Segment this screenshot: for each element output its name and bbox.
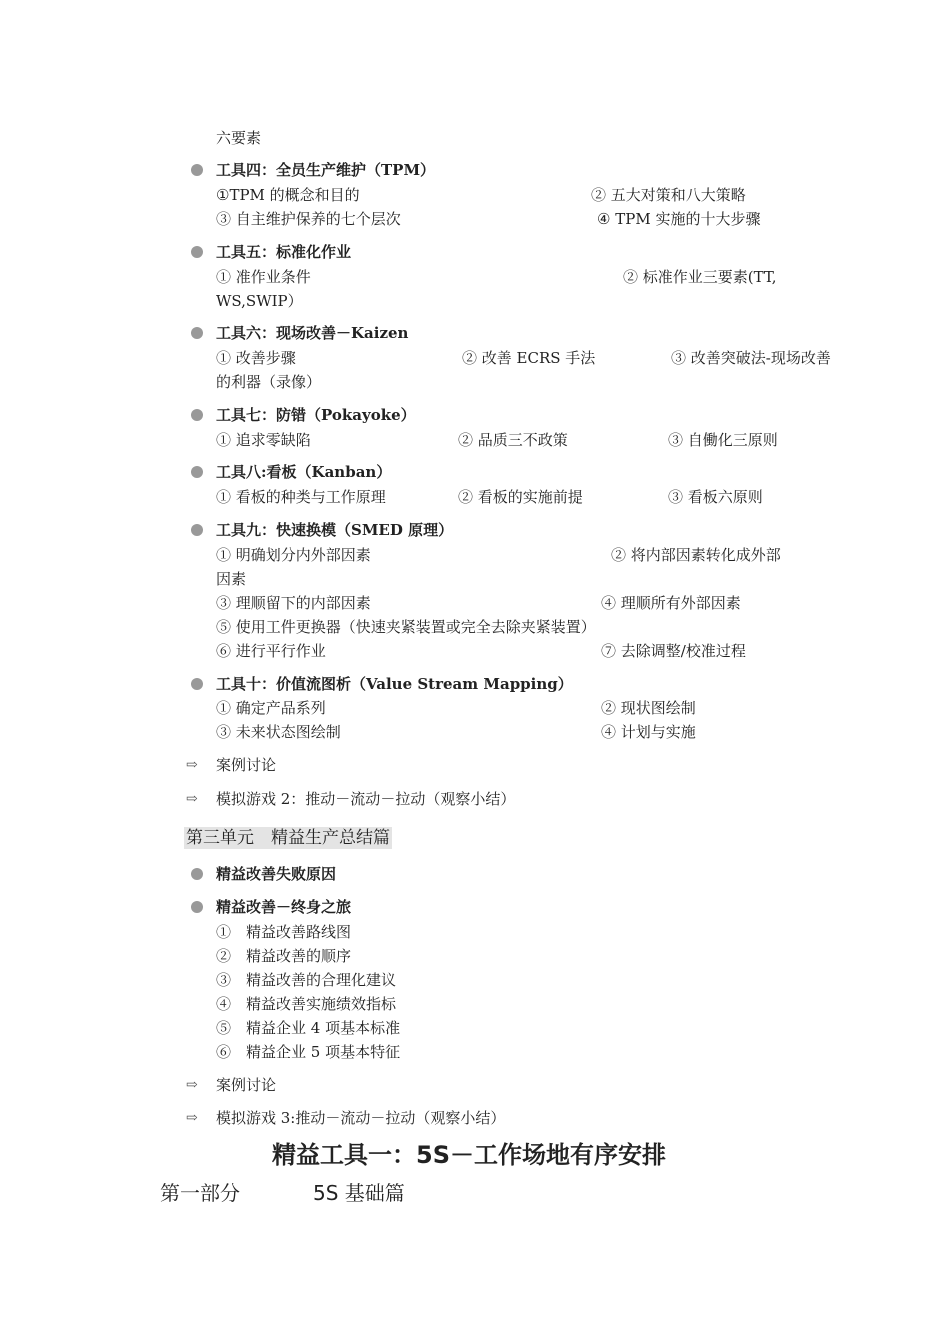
bullet-dot-icon	[191, 327, 203, 339]
bullet-dot-icon	[191, 246, 203, 258]
tool8-title: 工具八:看板（Kanban）	[216, 463, 392, 481]
bullet-dot-icon	[191, 901, 203, 913]
tool4-item: ①TPM 的概念和目的	[216, 186, 360, 204]
simulation-game-text: 模拟游戏 3:推动－流动－拉动（观察小结）	[216, 1109, 506, 1127]
tool10-item: ② 现状图绘制	[601, 699, 696, 717]
tool9-item: ⑦ 去除调整/校准过程	[601, 642, 746, 660]
tool6-item: ① 改善步骤	[216, 349, 296, 367]
tool9-item: ⑤ 使用工件更换器（快速夹紧装置或完全去除夹紧装置）	[216, 618, 596, 636]
tool9-item: ④ 理顺所有外部因素	[601, 594, 741, 612]
tool6-item: 的利器（录像）	[216, 373, 322, 391]
unit3-bullet-title: 精益改善－终身之旅	[216, 898, 352, 916]
main-heading: 精益工具一：5S－工作场地有序安排	[272, 1141, 666, 1169]
tool9-item: ⑥ 进行平行作业	[216, 642, 326, 660]
tool9-title: 工具九：快速换模（SMED 原理）	[216, 521, 454, 539]
unit3-item: ③ 精益改善的合理化建议	[216, 971, 397, 989]
tool4-title: 工具四：全员生产维护（TPM）	[216, 161, 436, 179]
bullet-dot-icon	[191, 164, 203, 176]
part-heading-label: 第一部分	[160, 1181, 240, 1205]
tool5-item: WS,SWIP）	[216, 292, 303, 310]
tool8-item: ① 看板的种类与工作原理	[216, 488, 386, 506]
unit3-item: ⑤ 精益企业 4 项基本标准	[216, 1019, 401, 1037]
case-discussion-text: 案例讨论	[216, 756, 277, 774]
tool5-title: 工具五：标准化作业	[216, 243, 352, 261]
arrow-right-icon: ⇨	[186, 791, 198, 807]
bullet-dot-icon	[191, 524, 203, 536]
case-discussion-text: 案例讨论	[216, 1076, 277, 1094]
tool9-item: ② 将内部因素转化成外部	[611, 546, 781, 564]
tool10-item: ④ 计划与实施	[601, 723, 696, 741]
tool5-item: ② 标准作业三要素(TT,	[623, 268, 777, 286]
unit3-bullet-title: 精益改善失败原因	[216, 865, 337, 883]
arrow-right-icon: ⇨	[186, 757, 198, 773]
unit3-item: ④ 精益改善实施绩效指标	[216, 995, 397, 1013]
tool4-item: ④ TPM 实施的十大步骤	[597, 210, 761, 228]
unit3-item: ⑥ 精益企业 5 项基本特征	[216, 1043, 401, 1061]
tool8-item: ③ 看板六原则	[668, 488, 763, 506]
bullet-dot-icon	[191, 466, 203, 478]
tool4-item: ③ 自主维护保养的七个层次	[216, 210, 401, 228]
unit3-item: ① 精益改善路线图	[216, 923, 352, 941]
tool6-title: 工具六：现场改善－Kaizen	[216, 324, 409, 342]
part-heading-title: 5S 基础篇	[313, 1181, 405, 1205]
unit3-item: ② 精益改善的顺序	[216, 947, 352, 965]
unit3-heading: 第三单元 精益生产总结篇	[186, 828, 390, 848]
tool9-item: 因素	[216, 570, 247, 588]
tool7-item: ① 追求零缺陷	[216, 431, 311, 449]
tool5-item: ① 准作业条件	[216, 268, 311, 286]
tool10-item: ① 确定产品系列	[216, 699, 326, 717]
arrow-right-icon: ⇨	[186, 1077, 198, 1093]
bullet-dot-icon	[191, 868, 203, 880]
tool10-item: ③ 未来状态图绘制	[216, 723, 341, 741]
intro-text: 六要素	[216, 129, 262, 147]
tool7-title: 工具七：防错（Pokayoke）	[216, 406, 416, 424]
tool4-item: ② 五大对策和八大策略	[591, 186, 746, 204]
tool6-item: ③ 改善突破法-现场改善	[671, 349, 831, 367]
tool7-item: ② 品质三不政策	[458, 431, 568, 449]
tool10-title: 工具十：价值流图析（Value Stream Mapping）	[216, 675, 573, 693]
tool9-item: ③ 理顺留下的内部因素	[216, 594, 371, 612]
simulation-game-text: 模拟游戏 2：推动－流动－拉动（观察小结）	[216, 790, 516, 808]
bullet-dot-icon	[191, 409, 203, 421]
arrow-right-icon: ⇨	[186, 1110, 198, 1126]
tool6-item: ② 改善 ECRS 手法	[462, 349, 596, 367]
tool7-item: ③ 自働化三原则	[668, 431, 778, 449]
tool9-item: ① 明确划分内外部因素	[216, 546, 371, 564]
bullet-dot-icon	[191, 678, 203, 690]
tool8-item: ② 看板的实施前提	[458, 488, 583, 506]
